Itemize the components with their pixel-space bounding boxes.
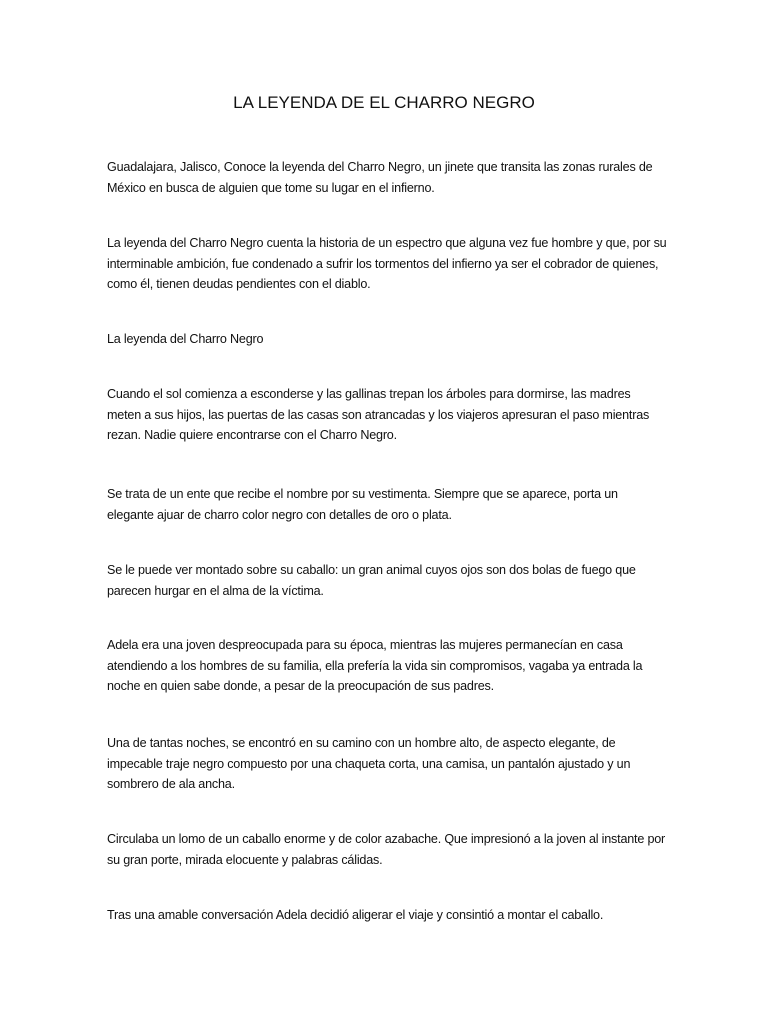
paragraph-impression: Circulaba un lomo de un caballo enorme y de color azabache. Que impresionó a la joven al instante por su gran porte, mirada elocuente y palabras cálidas. (107, 832, 666, 867)
paragraph-intro: Guadalajara, Jalisco, Conoce la leyenda del Charro Negro, un jinete que transita las zonas rurales de México en busca de alguien que tome su lugar en el infierno. (107, 160, 653, 195)
paragraph-legend-summary: La leyenda del Charro Negro cuenta la historia de un espectro que alguna vez fue hombre y que, por su interminable ambición, fue condenado a sufrir los tormentos del infierno ya ser el cobrador de quienes, como él, tienen deudas pendientes con el diablo. (107, 236, 667, 291)
section-heading: La leyenda del Charro Negro (107, 332, 264, 346)
document-title: LA LEYENDA DE EL CHARRO NEGRO (233, 93, 535, 112)
paragraph-ride: Tras una amable conversación Adela decidió aligerar el viaje y consintió a montar el caballo. (107, 908, 604, 922)
paragraph-sunset: Cuando el sol comienza a esconderse y las gallinas trepan los árboles para dormirse, las madres meten a sus hijos, las puertas de las casas son atrancadas y los viajeros apresuran el paso mientras rezan. Nadie quiere encontrarse con el Charro Negro. (107, 387, 650, 442)
paragraph-encounter: Una de tantas noches, se encontró en su camino con un hombre alto, de aspecto elegante, de impecable traje negro compuesto por una chaqueta corta, una camisa, un pantalón ajustado y un sombrero de ala ancha. (107, 736, 631, 791)
paragraph-adela: Adela era una joven despreocupada para su época, mientras las mujeres permanecían en casa atendiendo a los hombres de su familia, ella prefería la vida sin compromisos, vagaba ya entrada la noche en quien sabe donde, a pesar de la preocupación de sus padres. (107, 638, 643, 693)
paragraph-attire: Se trata de un ente que recibe el nombre por su vestimenta. Siempre que se aparece, porta un elegante ajuar de charro color negro con detalles de oro o plata. (107, 487, 618, 522)
paragraph-horse: Se le puede ver montado sobre su caballo: un gran animal cuyos ojos son dos bolas de fuego que parecen hurgar en el alma de la víctima. (107, 563, 636, 598)
